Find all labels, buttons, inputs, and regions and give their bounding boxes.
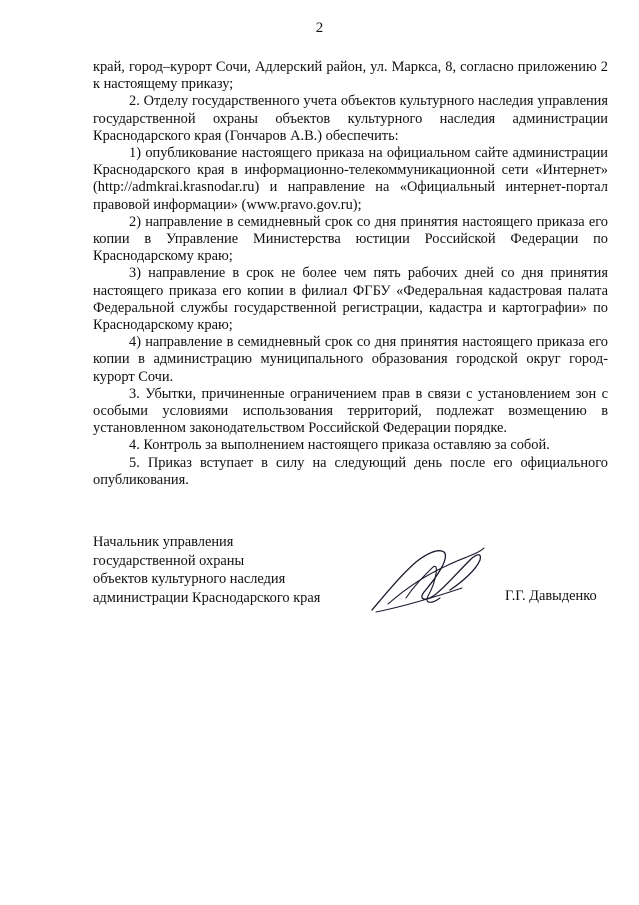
document-body: [93, 59, 608, 489]
signer-name: Г.Г. Давыденко: [505, 588, 597, 604]
paragraph-subitem-1: 1) опубликование настоящего приказа на официальном сайте администрации Краснодарского края в информационно-телекоммуникационной сети «Интернет» (http://admkrai.krasnodar.ru) и направление на «Официальный интернет-портал правовой информации» (www.pravo.gov.ru);: [93, 145, 608, 213]
paragraph-subitem-2: 2) направление в семидневный срок со дня принятия настоящего приказа его копии в Управление Министерства юстиции Российской Федерации по Краснодарскому краю;: [93, 213, 608, 265]
page-number: 2: [315, 20, 324, 36]
signatory-position: [93, 533, 320, 607]
paragraph-item-3: 3. Убытки, причиненные ограничением прав в связи с установлением зон с особыми условиями использования территорий, подлежат возмещению в установленном законодательством Российской Федерации порядке.: [93, 385, 608, 437]
paragraph-subitem-3: 3) направление в срок не более чем пять рабочих дней со дня принятия настоящего приказа его копии в филиал ФГБУ «Федеральная кадастровая палата Федеральной службы государственной регистрации, кадастра и картографии» по Краснодарскому краю;: [93, 265, 608, 334]
handwritten-signature: [366, 538, 486, 616]
paragraph-item-2: 2. Отделу государственного учета объектов культурного наследия управления государственной охраны объектов культурного наследия администрации Краснодарского края (Гончаров А.В.) обеспечить:: [93, 93, 608, 144]
position-line: государственной охраны: [93, 552, 245, 569]
paragraph-continuation: край, город–курорт Сочи, Адлерский район, ул. Маркса, 8, согласно приложению 2 к настоящему приказу;: [93, 59, 608, 93]
paragraph-item-4: 4. Контроль за выполнением настоящего приказа оставляю за собой.: [129, 437, 550, 454]
position-line: Начальник управления: [93, 534, 234, 550]
paragraph-item-5: 5. Приказ вступает в силу на следующий день после его официального опубликования.: [93, 454, 608, 488]
paragraph-subitem-4: 4) направление в семидневный срок со дня принятия настоящего приказа его копии в администрацию муниципального образования городской округ город-курорт Сочи.: [93, 334, 608, 385]
position-line: объектов культурного наследия: [93, 571, 286, 587]
position-line: администрации Краснодарского края: [93, 589, 321, 606]
